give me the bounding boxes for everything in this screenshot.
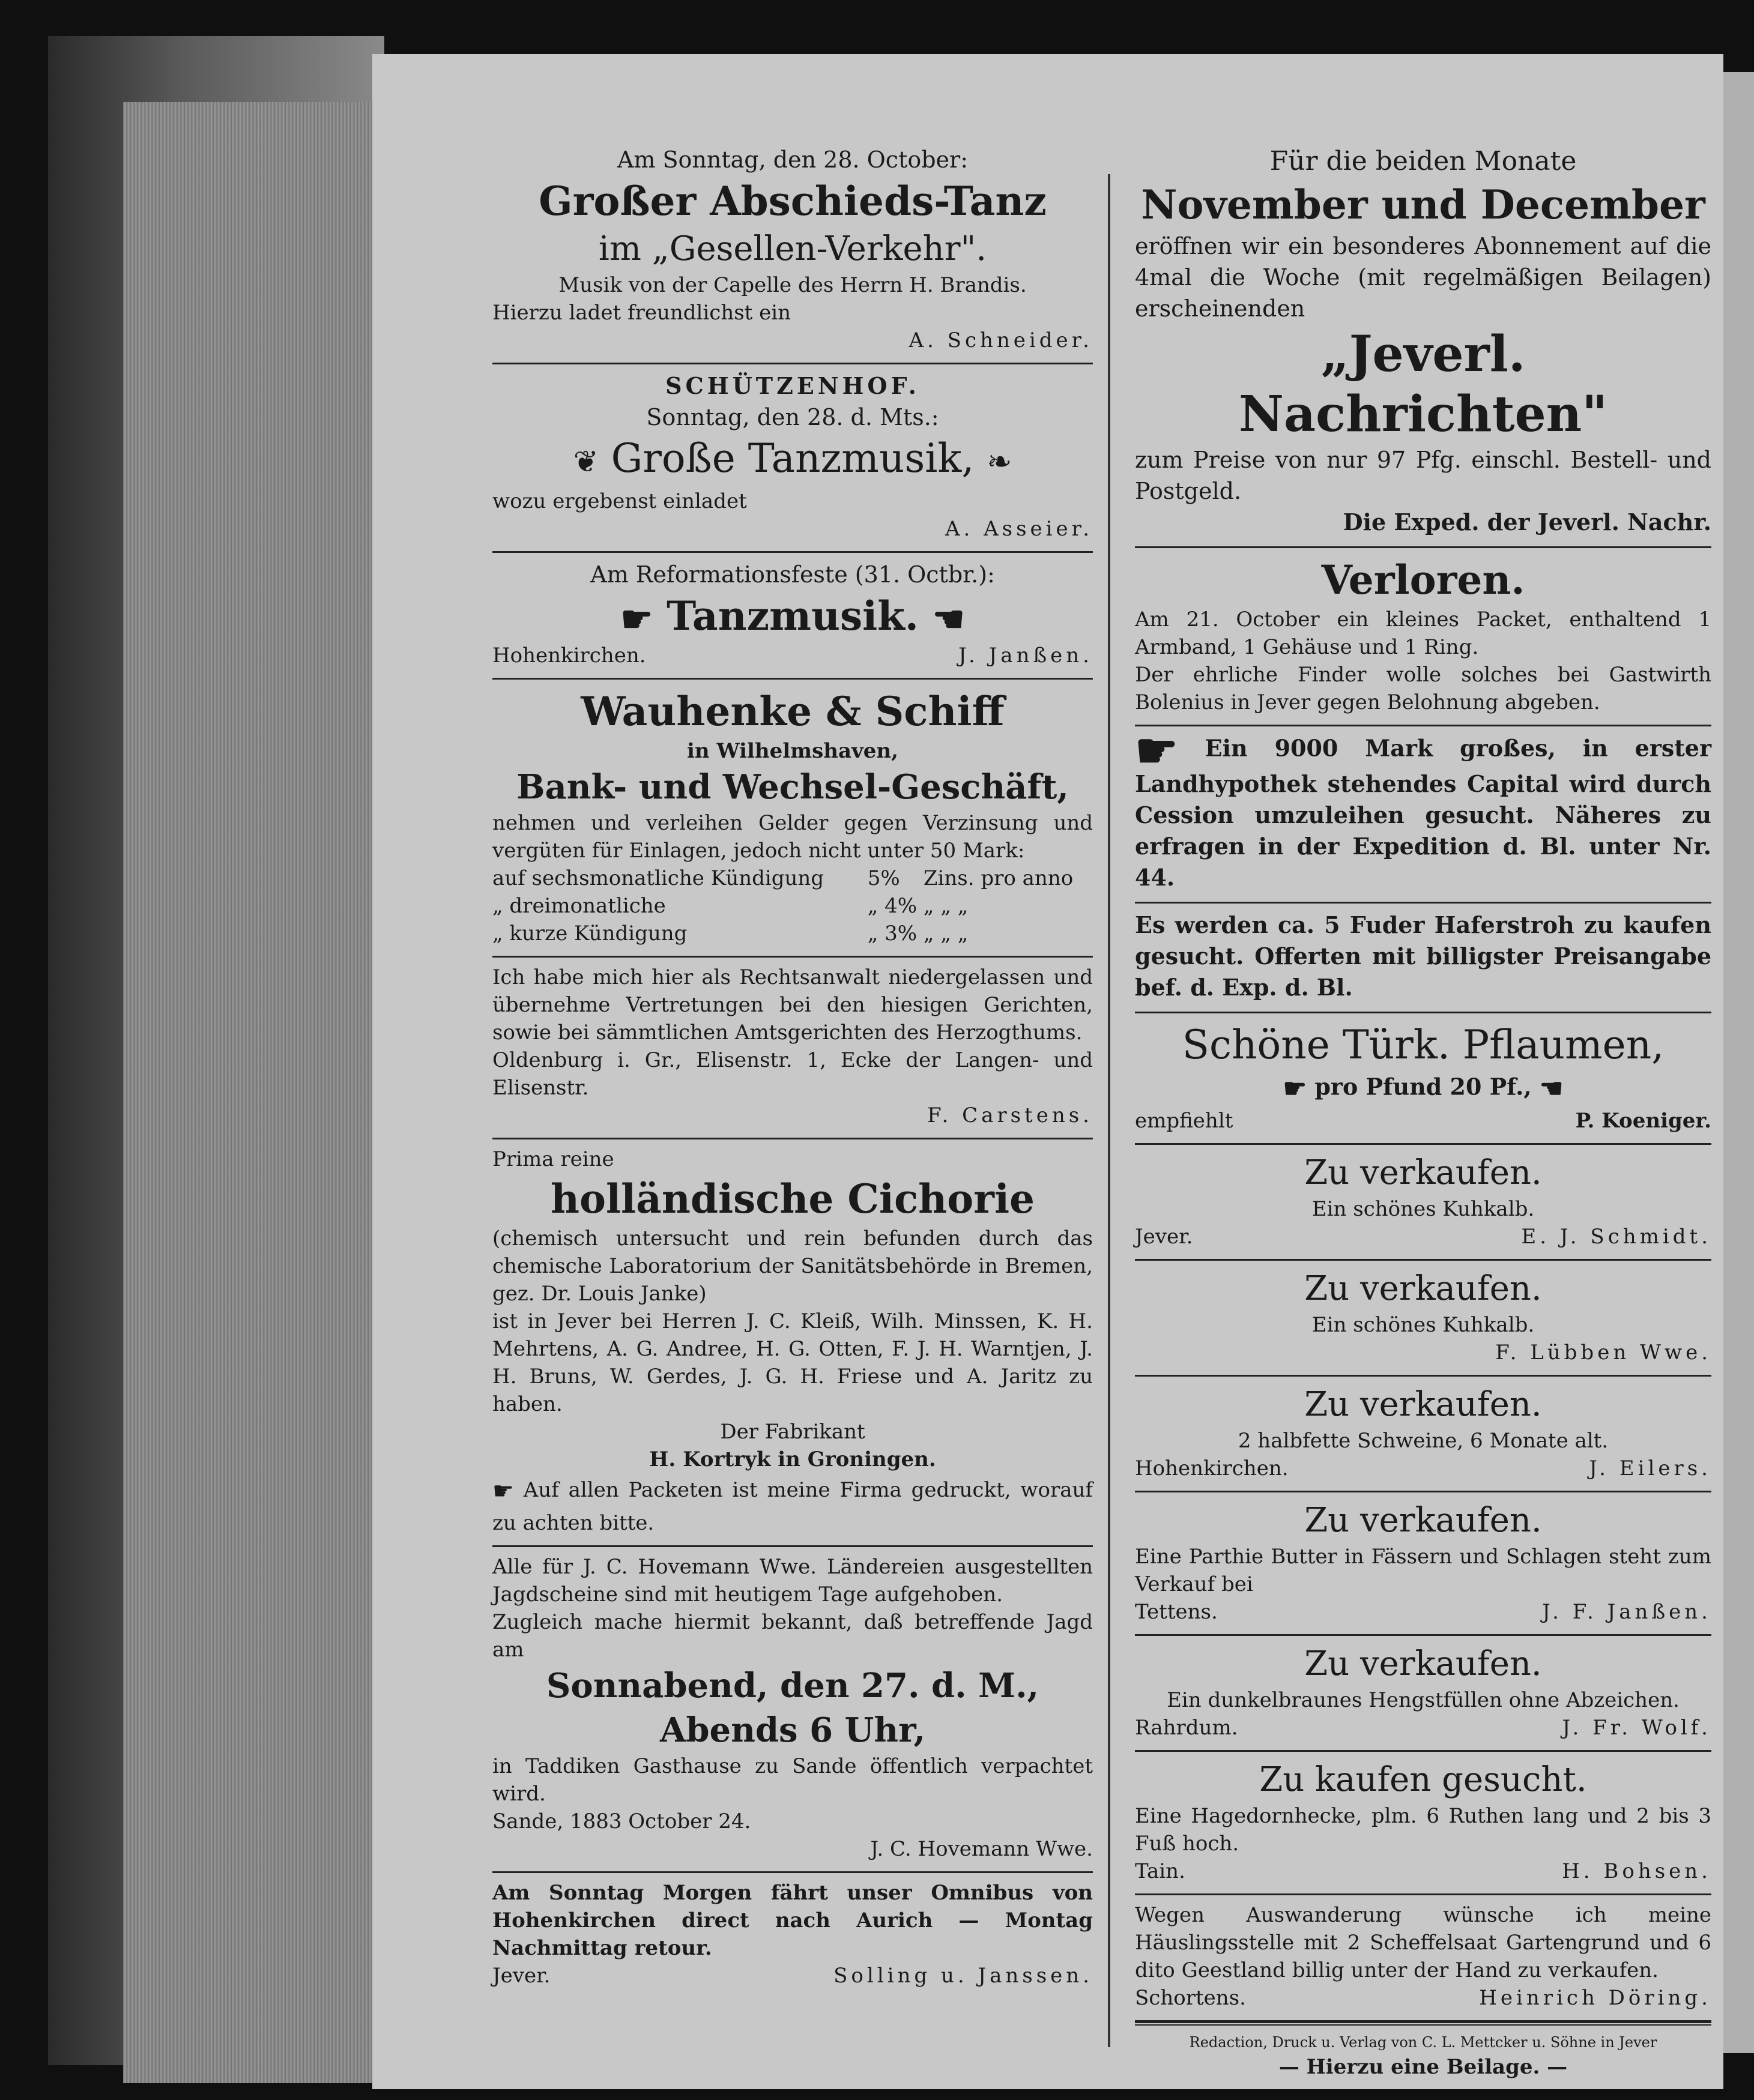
- column-divider: [1108, 174, 1110, 2047]
- ad-signature: A. Schneider.: [909, 328, 1093, 352]
- ad-place: Schortens.: [1135, 1986, 1246, 2010]
- ad-hengstfuellen: [1135, 1636, 1711, 1752]
- ad-signature: J. C. Hovemann Wwe.: [870, 1837, 1093, 1861]
- ad-signature: J. Fr. Wolf.: [1562, 1716, 1711, 1740]
- ad-schweine: [1135, 1377, 1711, 1492]
- ad-text: Ein dunkelbraunes Hengstfüllen ohne Abzeichen.: [1167, 1688, 1680, 1712]
- supplement-note: — Hierzu eine Beilage. —: [1278, 2055, 1568, 2079]
- ad-place: Hohenkirchen.: [492, 644, 646, 668]
- ad-price: pro Pfund 20 Pf.,: [1314, 1073, 1532, 1100]
- ad-butter: [1135, 1492, 1711, 1636]
- page-footer: [1135, 2022, 1711, 2081]
- ad-title: Zu kaufen gesucht.: [1259, 1760, 1587, 1799]
- rate-unit: „ „ „: [923, 894, 969, 918]
- ad-title: Großer Abschieds-Tanz: [539, 178, 1047, 225]
- ad-signature: F. Lübben Wwe.: [1495, 1341, 1711, 1365]
- ad-place: Tettens.: [1135, 1600, 1218, 1624]
- ad-note: Auf allen Packeten ist meine Firma gedruckt, worauf zu achten bitte.: [492, 1478, 1093, 1535]
- ad-business: Bank- und Wechsel-Geschäft,: [516, 767, 1069, 807]
- left-column: [492, 138, 1093, 1998]
- table-row: [492, 864, 1093, 892]
- ad-text: Wegen Auswanderung wünsche ich meine Häuslingsstelle mit 2 Scheffelsaat Gartengrund und 6 dito Geestland billig unter der Hand zu verkaufen.: [1135, 1903, 1711, 1982]
- table-row: [492, 892, 1093, 920]
- ad-date: Am Reformationsfeste (31. Octbr.):: [590, 561, 995, 588]
- ad-paper-name: „Jeverl. Nachrichten": [1239, 325, 1607, 443]
- pointing-hand-right-icon: ☛: [1283, 1073, 1307, 1104]
- ad-line: wozu ergebenst einladet: [492, 489, 747, 513]
- ad-kuhkalb-1: [1135, 1145, 1711, 1261]
- rate-unit: Zins. pro anno: [923, 866, 1074, 890]
- ad-line: Am Sonntag, den 28. October:: [617, 146, 969, 173]
- ad-omnibus: [492, 1873, 1093, 1998]
- ad-title: Schöne Türk. Pflaumen,: [1182, 1022, 1665, 1068]
- ad-signature: J. Eilers.: [1589, 1456, 1711, 1480]
- ad-signature: F. Carstens.: [927, 1103, 1093, 1127]
- ad-text: 2 halbfette Schweine, 6 Monate alt.: [1238, 1429, 1609, 1453]
- ad-text: Am 21. October ein kleines Packet, enthaltend 1 Armband, 1 Gehäuse und 1 Ring.: [1135, 608, 1711, 659]
- ad-hagedornhecke: [1135, 1752, 1711, 1895]
- ad-place: Tain.: [1135, 1859, 1185, 1883]
- ad-text: in Taddiken Gasthause zu Sande öffentlich verpachtet wird.: [492, 1754, 1093, 1806]
- ad-time: Abends 6 Uhr,: [659, 1710, 926, 1750]
- ad-line: Für die beiden Monate: [1269, 146, 1577, 177]
- pointing-hand-left-icon: ☚: [1539, 1073, 1564, 1104]
- ad-capital: [1135, 722, 1712, 904]
- ad-text: ist in Jever bei Herren J. C. Kleiß, Wilh. Minssen, K. H. Mehrtens, A. G. Andree, H. G. Otten, F. J. H. Warntjen, J. H. Bruns, W. Gerdes, J. G. H. Friese und A. Jaritz zu haben.: [492, 1309, 1093, 1416]
- ad-venue: SCHÜTZENHOF.: [665, 372, 920, 399]
- ad-text: nehmen und verleihen Gelder gegen Verzinsung und vergüten für Einlagen, jedoch nicht unter 50 Mark:: [492, 811, 1093, 863]
- flourish-ornament-icon: ❦: [573, 444, 599, 479]
- ad-address: Oldenburg i. Gr., Elisenstr. 1, Ecke der Langen- und Elisenstr.: [492, 1048, 1093, 1100]
- ad-abschiedstanz: [492, 138, 1093, 364]
- ad-title: Tanzmusik.: [667, 593, 919, 639]
- ad-text: Eine Hagedornhecke, plm. 6 Ruthen lang und 2 bis 3 Fuß hoch.: [1135, 1804, 1711, 1856]
- ad-jagd: [492, 1547, 1093, 1873]
- ad-signature: A. Asseier.: [945, 517, 1093, 541]
- newspaper-page: [372, 54, 1723, 2089]
- ad-schuetzenhof: [492, 364, 1093, 553]
- rate-value: „ 4%: [867, 894, 918, 918]
- pointing-hand-right-icon: ☛: [1135, 722, 1178, 779]
- ad-signature: Die Exped. der Jeverl. Nachr.: [1343, 508, 1711, 536]
- ad-text: Es werden ca. 5 Fuder Haferstroh zu kaufen gesucht. Offerten mit billigster Preisangabe bef. d. Exp. d. Bl.: [1135, 911, 1711, 1001]
- ad-fabrikant: H. Kortryk in Groningen.: [649, 1447, 936, 1471]
- interest-rate-table: [492, 864, 1093, 947]
- ad-text: eröffnen wir ein besonderes Abonnement auf die 4mal die Woche (mit regelmäßigen Beilagen) erscheinenden: [1135, 233, 1711, 322]
- ad-title: Zu verkaufen.: [1304, 1153, 1542, 1192]
- rate-label: „ dreimonatliche: [492, 894, 666, 918]
- ad-text: (chemisch untersucht und rein befunden durch das chemische Laboratorium der Sanitätsbehörde in Bremen, gez. Dr. Louis Janke): [492, 1227, 1093, 1306]
- ad-text: Eine Parthie Butter in Fässern und Schlagen steht zum Verkauf bei: [1135, 1545, 1711, 1596]
- ad-text: Ein schönes Kuhkalb.: [1311, 1313, 1535, 1337]
- ad-label: Der Fabrikant: [720, 1420, 865, 1444]
- right-column: [1135, 138, 1711, 2081]
- ad-intro: Prima reine: [492, 1147, 614, 1171]
- rate-value: 5%: [867, 866, 900, 890]
- ad-title: Verloren.: [1321, 557, 1525, 603]
- table-row: [492, 920, 1093, 947]
- ad-cichorie: [492, 1139, 1093, 1547]
- ad-line: empfiehlt: [1135, 1109, 1233, 1133]
- rate-label: „ kurze Kündigung: [492, 922, 688, 946]
- ad-title: Zu verkaufen.: [1304, 1385, 1542, 1424]
- ad-text: Ein 9000 Mark großes, in erster Landhypothek stehendes Capital wird durch Cession umzuleihen gesucht. Näheres zu erfragen in der Expedition d. Bl. unter Nr. 44.: [1135, 734, 1712, 891]
- ad-signature: E. J. Schmidt.: [1521, 1225, 1711, 1249]
- ad-place: Hohenkirchen.: [1135, 1456, 1289, 1480]
- ad-text: Alle für J. C. Hovemann Wwe. Ländereien ausgestellten Jagdscheine sind mit heutigem Tage aufgehoben.: [492, 1555, 1093, 1607]
- ad-line: im „Gesellen-Verkehr".: [598, 229, 987, 268]
- ad-rechtsanwalt: [492, 958, 1093, 1139]
- ad-signature: H. Bohsen.: [1562, 1859, 1711, 1883]
- rate-label: auf sechsmonatliche Kündigung: [492, 866, 824, 890]
- ad-line: Musik von der Capelle des Herrn H. Brandis.: [558, 273, 1027, 297]
- ad-signature: Heinrich Döring.: [1479, 1986, 1711, 2010]
- ad-auswanderung: [1135, 1895, 1711, 2022]
- ad-signature: J. F. Janßen.: [1542, 1600, 1711, 1624]
- ad-text: Zugleich mache hiermit bekannt, daß betreffende Jagd am: [492, 1610, 1093, 1662]
- pointing-hand-right-icon: ☛: [620, 599, 653, 641]
- ad-place: Rahrdum.: [1135, 1716, 1238, 1740]
- ad-title: Große Tanzmusik,: [611, 435, 975, 481]
- ad-place: Jever.: [492, 1964, 551, 1988]
- ad-reformationsfest: [492, 553, 1093, 680]
- pointing-hand-left-icon: ☚: [932, 599, 965, 641]
- page-edges: [123, 102, 375, 2083]
- ad-place-date: Sande, 1883 October 24.: [492, 1809, 751, 1833]
- ad-text: Ich habe mich hier als Rechtsanwalt niedergelassen und übernehme Vertretungen bei den hiesigen Gerichten, sowie bei sämmtlichen Amtsgerichten des Herzogthums.: [492, 965, 1093, 1045]
- ad-title: Zu verkaufen.: [1304, 1501, 1542, 1540]
- ad-date: Sonnabend, den 27. d. M.,: [546, 1666, 1039, 1706]
- ad-text: zum Preise von nur 97 Pfg. einschl. Bestell- und Postgeld.: [1135, 447, 1711, 504]
- ad-haferstroh: [1135, 904, 1711, 1013]
- ad-text: Am Sonntag Morgen fährt unser Omnibus von Hohenkirchen direct nach Aurich — Montag Nachmittag retour.: [492, 1881, 1093, 1960]
- ad-signature: Solling u. Janssen.: [833, 1964, 1093, 1988]
- rate-unit: „ „ „: [923, 922, 969, 946]
- ad-signature: J. Janßen.: [958, 644, 1093, 668]
- ad-signature: P. Koeniger.: [1575, 1109, 1711, 1133]
- ad-bank: [492, 680, 1093, 958]
- rate-value: „ 3%: [867, 922, 918, 946]
- ad-abonnement: [1135, 138, 1711, 548]
- pointing-hand-right-icon: ☛: [492, 1477, 514, 1505]
- ad-text: Der ehrliche Finder wolle solches bei Gastwirth Bolenius in Jever gegen Belohnung abgeben.: [1135, 663, 1711, 714]
- imprint: Redaction, Druck u. Verlag von C. L. Mettcker u. Söhne in Jever: [1189, 2034, 1657, 2051]
- ad-subtitle: in Wilhelmshaven,: [687, 739, 898, 763]
- ad-pflaumen: [1135, 1013, 1711, 1145]
- ad-line: Hierzu ladet freundlichst ein: [492, 301, 791, 325]
- flourish-ornament-icon: ❧: [987, 444, 1012, 479]
- ad-text: Ein schönes Kuhkalb.: [1311, 1197, 1535, 1221]
- next-page-edge: [1720, 72, 1754, 2053]
- ad-title: holländische Cichorie: [550, 1175, 1035, 1222]
- ad-title: Wauhenke & Schiff: [581, 688, 1005, 735]
- ad-place: Jever.: [1135, 1225, 1193, 1249]
- ad-title: November und December: [1141, 181, 1705, 228]
- ad-title: Zu verkaufen.: [1304, 1269, 1542, 1308]
- ad-verloren: [1135, 548, 1711, 726]
- ad-title: Zu verkaufen.: [1304, 1644, 1542, 1683]
- ad-kuhkalb-2: [1135, 1261, 1711, 1377]
- ad-date: Sonntag, den 28. d. Mts.:: [646, 404, 939, 430]
